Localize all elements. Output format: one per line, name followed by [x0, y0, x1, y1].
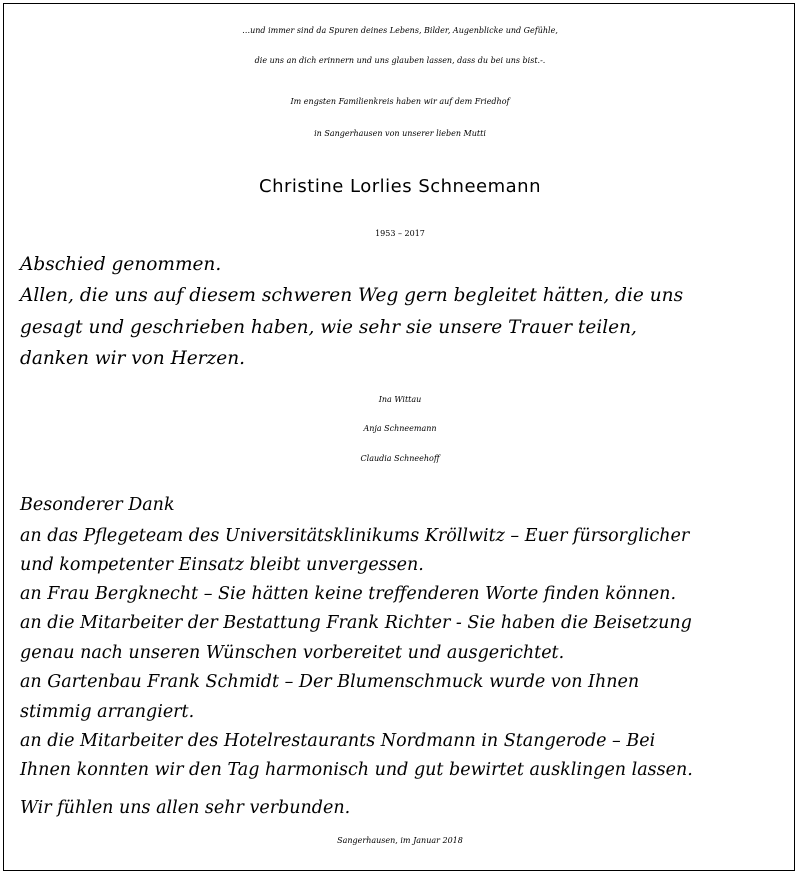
- quote-line-1: …und immer sind da Spuren deines Lebens, Bilder, Augenblicke und Gefühle,: [242, 26, 558, 35]
- deceased-years: 1953 – 2017: [375, 229, 425, 238]
- signer-1: Ina Wittau: [378, 395, 422, 404]
- quote-line-2: die uns an dich erinnern und uns glauben lassen, dass du bei uns bist.-.: [254, 56, 546, 65]
- thanks-line-4: an die Mitarbeiter der Bestattung Frank Richter - Sie haben die Beisetzung: [20, 613, 692, 633]
- message-line-2: Allen, die uns auf diesem schweren Weg gern begleitet hätten, die uns: [20, 285, 684, 306]
- thanks-line-1: an das Pflegeteam des Universitätsklinikums Kröllwitz – Euer fürsorglicher: [20, 526, 690, 546]
- thanks-line-2: und kompetenter Einsatz bleibt unvergessen.: [20, 555, 424, 575]
- message-line-1: Abschied genommen.: [20, 254, 222, 275]
- thanks-line-5: genau nach unseren Wünschen vorbereitet und ausgerichtet.: [20, 643, 565, 663]
- message-line-3: gesagt und geschrieben haben, wie sehr sie unsere Trauer teilen,: [20, 317, 637, 338]
- signer-3: Claudia Schneehoff: [360, 454, 440, 463]
- closing-line: Wir fühlen uns allen sehr verbunden.: [20, 798, 351, 818]
- signer-2: Anja Schneemann: [363, 424, 437, 433]
- message-line-4: danken wir von Herzen.: [20, 348, 246, 369]
- intro-line-2: in Sangerhausen von unserer lieben Mutti: [314, 129, 486, 138]
- deceased-name: Christine Lorlies Schneemann: [259, 176, 541, 197]
- thanks-heading: Besonderer Dank: [20, 495, 175, 515]
- thanks-line-7: stimmig arrangiert.: [20, 702, 195, 722]
- thanks-line-9: Ihnen konnten wir den Tag harmonisch und gut bewirtet ausklingen lassen.: [20, 760, 693, 780]
- thanks-line-6: an Gartenbau Frank Schmidt – Der Blumenschmuck wurde von Ihnen: [20, 672, 640, 692]
- intro-line-1: Im engsten Familienkreis haben wir auf dem Friedhof: [290, 97, 510, 106]
- thanks-line-8: an die Mitarbeiter des Hotelrestaurants Nordmann in Stangerode – Bei: [20, 731, 656, 751]
- thanks-line-3: an Frau Bergknecht – Sie hätten keine treffenderen Worte finden können.: [20, 584, 677, 604]
- place-date: Sangerhausen, im Januar 2018: [337, 836, 463, 845]
